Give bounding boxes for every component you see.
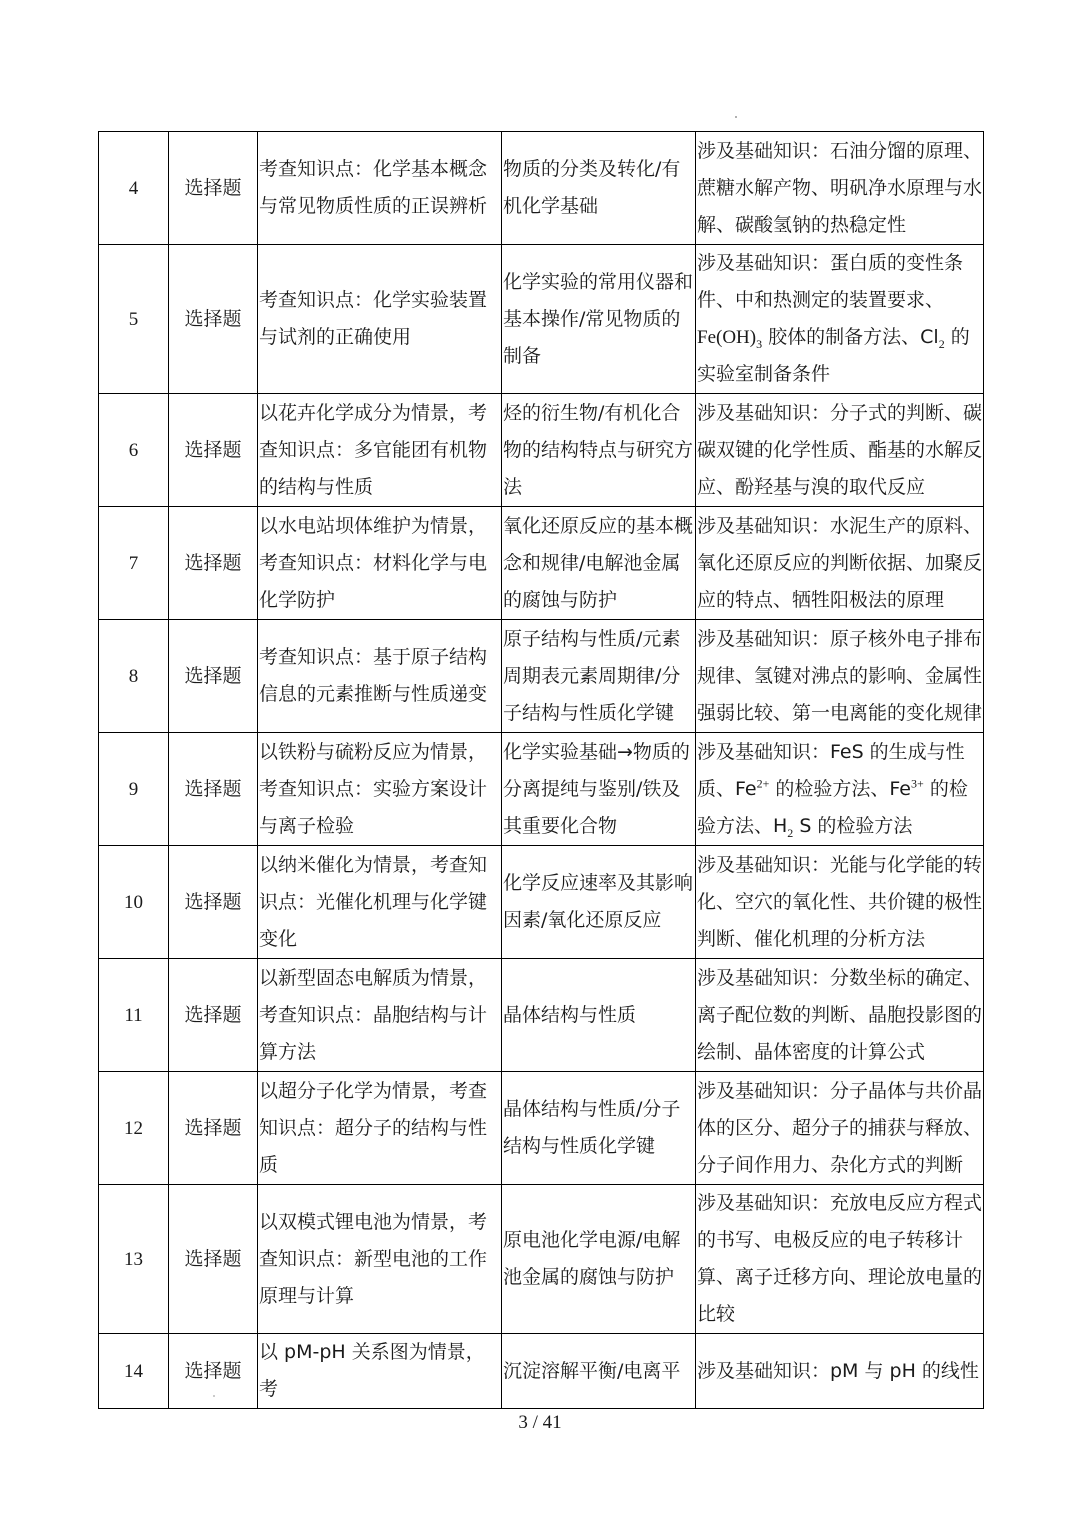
module-topic: 沉淀溶解平衡/电离平 xyxy=(502,1334,696,1409)
question-number: 10 xyxy=(99,846,169,959)
question-type: 选择题 xyxy=(169,394,258,507)
knowledge-point: 以超分子化学为情景，考查 知识点：超分子的结构与性 质 xyxy=(258,1072,502,1185)
basic-knowledge: 涉及基础知识：pM 与 pH 的线性 xyxy=(696,1334,984,1409)
question-number: 5 xyxy=(99,245,169,394)
scan-dot xyxy=(213,1395,215,1397)
question-number: 13 xyxy=(99,1185,169,1334)
question-type: 选择题 xyxy=(169,245,258,394)
question-number: 4 xyxy=(99,132,169,245)
knowledge-point: 以 pM-pH 关系图为情景，考 xyxy=(258,1334,502,1409)
question-number: 11 xyxy=(99,959,169,1072)
module-topic: 化学实验基础→物质的 分离提纯与鉴别/铁及 其重要化合物 xyxy=(502,733,696,846)
module-topic: 原电池化学电源/电解 池金属的腐蚀与防护 xyxy=(502,1185,696,1334)
basic-knowledge: 涉及基础知识：水泥生产的原料、 氧化还原反应的判断依据、加聚反 应的特点、牺牲阳极法的原理 xyxy=(696,507,984,620)
scan-dot xyxy=(735,116,737,118)
basic-knowledge: 涉及基础知识：分子晶体与共价晶 体的区分、超分子的捕获与释放、 分子间作用力、杂化方式的判断 xyxy=(696,1072,984,1185)
knowledge-point: 以新型固态电解质为情景， 考查知识点：晶胞结构与计 算方法 xyxy=(258,959,502,1072)
question-number: 6 xyxy=(99,394,169,507)
question-type: 选择题 xyxy=(169,620,258,733)
question-type: 选择题 xyxy=(169,507,258,620)
knowledge-point: 考查知识点：基于原子结构 信息的元素推断与性质递变 xyxy=(258,620,502,733)
table-row xyxy=(99,620,984,733)
table-row xyxy=(99,846,984,959)
question-type: 选择题 xyxy=(169,1334,258,1409)
question-type: 选择题 xyxy=(169,1072,258,1185)
module-topic: 烃的衍生物/有机化合 物的结构特点与研究方 法 xyxy=(502,394,696,507)
module-topic: 晶体结构与性质/分子 结构与性质化学键 xyxy=(502,1072,696,1185)
page-number: 3 / 41 xyxy=(518,1412,562,1433)
basic-knowledge: 涉及基础知识：充放电反应方程式 的书写、电极反应的电子转移计 算、离子迁移方向、理论放电量的 比较 xyxy=(696,1185,984,1334)
question-type: 选择题 xyxy=(169,733,258,846)
table-row xyxy=(99,245,984,394)
table-row xyxy=(99,1072,984,1185)
question-type: 选择题 xyxy=(169,1185,258,1334)
knowledge-point: 以花卉化学成分为情景，考 查知识点：多官能团有机物 的结构与性质 xyxy=(258,394,502,507)
basic-knowledge: 涉及基础知识：蛋白质的变性条 件、中和热测定的装置要求、 $Fe(OH)_3$ 胶体的制备方法、$Cl_2$ 的 实验室制备条件 xyxy=(696,245,984,394)
table-row xyxy=(99,1334,984,1409)
question-type: 选择题 xyxy=(169,846,258,959)
basic-knowledge: 涉及基础知识：分子式的判断、碳 碳双键的化学性质、酯基的水解反 应、酚羟基与溴的取代反应 xyxy=(696,394,984,507)
question-number: 8 xyxy=(99,620,169,733)
knowledge-point: 考查知识点：化学基本概念 与常见物质性质的正误辨析 xyxy=(258,132,502,245)
table-row xyxy=(99,733,984,846)
question-number: 12 xyxy=(99,1072,169,1185)
knowledge-table xyxy=(98,131,984,1409)
knowledge-point: 以双模式锂电池为情景，考 查知识点：新型电池的工作 原理与计算 xyxy=(258,1185,502,1334)
table-row xyxy=(99,1185,984,1334)
table-row xyxy=(99,394,984,507)
basic-knowledge: 涉及基础知识：FeS 的生成与性 质、$Fe^{2+}$ 的检验方法、$Fe^{3+}$ 的检 验方法、$H_2$ S 的检验方法 xyxy=(696,733,984,846)
knowledge-point: 以水电站坝体维护为情景， 考查知识点：材料化学与电 化学防护 xyxy=(258,507,502,620)
module-topic: 化学实验的常用仪器和 基本操作/常见物质的 制备 xyxy=(502,245,696,394)
basic-knowledge: 涉及基础知识：光能与化学能的转 化、空穴的氧化性、共价键的极性 判断、催化机理的分析方法 xyxy=(696,846,984,959)
basic-knowledge: 涉及基础知识：石油分馏的原理、 蔗糖水解产物、明矾净水原理与水 解、碳酸氢钠的热稳定性 xyxy=(696,132,984,245)
table-row xyxy=(99,959,984,1072)
knowledge-point: 以铁粉与硫粉反应为情景， 考查知识点：实验方案设计 与离子检验 xyxy=(258,733,502,846)
question-number: 7 xyxy=(99,507,169,620)
module-topic: 物质的分类及转化/有 机化学基础 xyxy=(502,132,696,245)
module-topic: 晶体结构与性质 xyxy=(502,959,696,1072)
module-topic: 化学反应速率及其影响 因素/氧化还原反应 xyxy=(502,846,696,959)
question-type: 选择题 xyxy=(169,132,258,245)
table-row xyxy=(99,132,984,245)
module-topic: 原子结构与性质/元素 周期表元素周期律/分 子结构与性质化学键 xyxy=(502,620,696,733)
basic-knowledge: 涉及基础知识：分数坐标的确定、 离子配位数的判断、晶胞投影图的 绘制、晶体密度的计算公式 xyxy=(696,959,984,1072)
question-number: 14 xyxy=(99,1334,169,1409)
table-row xyxy=(99,507,984,620)
knowledge-point: 考查知识点：化学实验装置 与试剂的正确使用 xyxy=(258,245,502,394)
basic-knowledge: 涉及基础知识：原子核外电子排布 规律、氢键对沸点的影响、金属性 强弱比较、第一电离能的变化规律 xyxy=(696,620,984,733)
module-topic: 氧化还原反应的基本概 念和规律/电解池金属 的腐蚀与防护 xyxy=(502,507,696,620)
knowledge-point: 以纳米催化为情景，考查知 识点：光催化机理与化学键 变化 xyxy=(258,846,502,959)
question-number: 9 xyxy=(99,733,169,846)
question-type: 选择题 xyxy=(169,959,258,1072)
